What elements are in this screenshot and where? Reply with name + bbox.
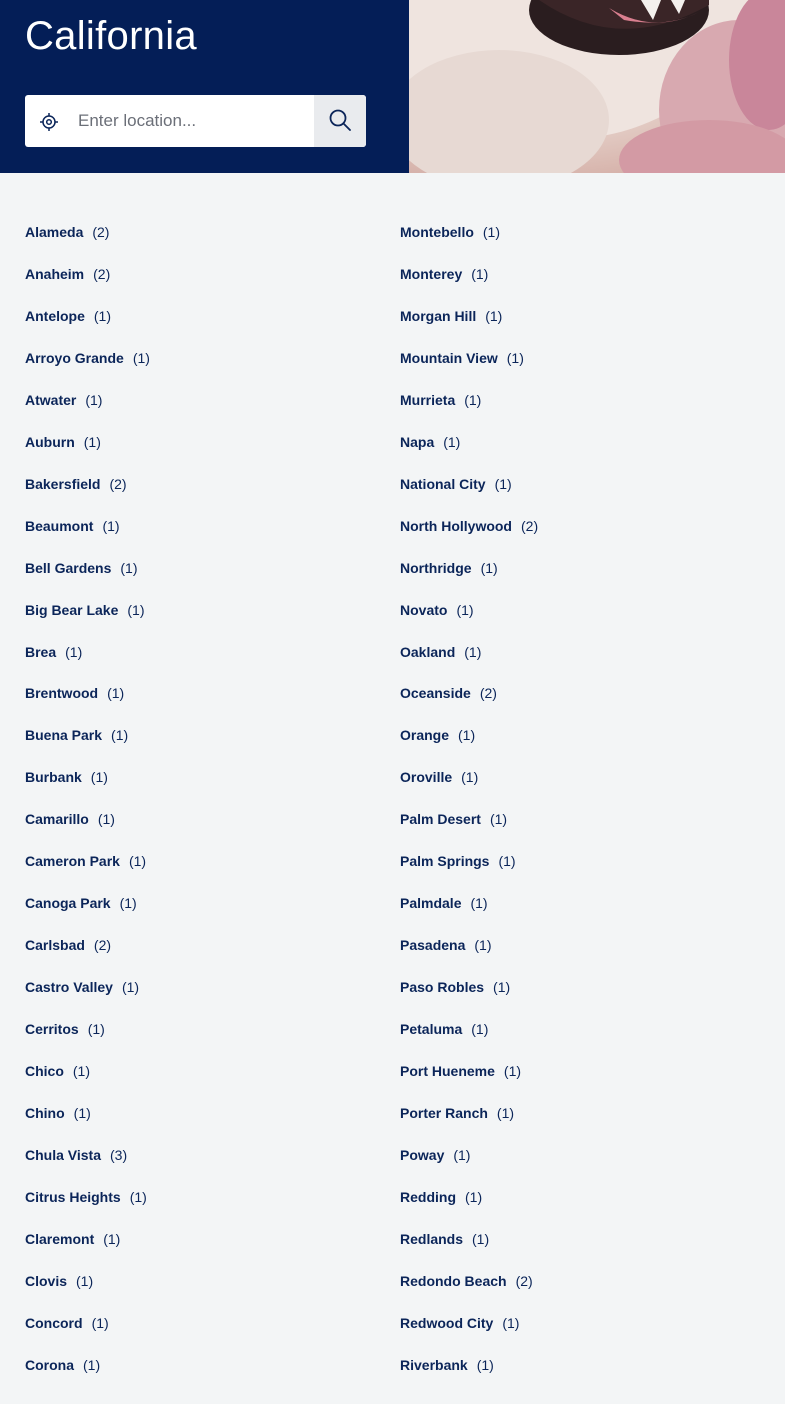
city-link[interactable]: Brentwood — [25, 685, 99, 702]
search-button[interactable] — [314, 95, 366, 147]
city-link[interactable]: Antelope — [25, 307, 85, 324]
list-item — [25, 463, 150, 505]
city-count: (1) — [72, 1063, 91, 1080]
city-link[interactable]: Murrieta — [400, 391, 456, 408]
city-link[interactable]: Arroyo Grande — [25, 349, 124, 366]
hero-photo-dog — [409, 0, 785, 173]
list-item — [400, 882, 538, 924]
city-count: (1) — [443, 433, 461, 450]
list-item — [400, 756, 538, 798]
city-link[interactable]: Paso Robles — [400, 979, 485, 996]
city-link[interactable]: Canoga Park — [25, 895, 111, 912]
city-count: (1) — [132, 349, 150, 366]
city-link[interactable]: Cerritos — [25, 1021, 79, 1038]
city-count: (1) — [474, 937, 492, 954]
city-link[interactable]: Buena Park — [25, 727, 103, 744]
city-count: (1) — [471, 265, 489, 282]
list-item — [25, 672, 150, 714]
list-item — [25, 421, 150, 463]
list-item — [400, 631, 538, 673]
city-count: (1) — [485, 307, 503, 324]
list-item — [25, 631, 150, 673]
list-item — [25, 505, 150, 547]
city-count: (2) — [479, 685, 497, 702]
city-link[interactable]: Atwater — [25, 391, 77, 408]
city-count: (1) — [76, 1272, 94, 1289]
city-link[interactable]: Oroville — [400, 769, 453, 786]
city-link[interactable]: Redlands — [400, 1230, 464, 1247]
city-link[interactable]: Brea — [25, 643, 57, 660]
city-link[interactable]: Clovis — [25, 1272, 68, 1289]
list-item — [400, 211, 538, 253]
list-item — [25, 1344, 150, 1386]
city-link[interactable]: Burbank — [25, 769, 82, 786]
city-link[interactable]: Porter Ranch — [400, 1105, 488, 1122]
city-column-left — [25, 211, 150, 1386]
city-count: (1) — [453, 1146, 471, 1163]
city-link[interactable]: Chula Vista — [25, 1146, 101, 1163]
list-item — [25, 1134, 150, 1176]
city-count: (1) — [87, 1021, 105, 1038]
city-link[interactable]: Novato — [400, 601, 448, 618]
city-count: (1) — [480, 559, 498, 576]
list-item — [25, 924, 150, 966]
city-count: (3) — [110, 1146, 128, 1163]
city-count: (1) — [461, 769, 479, 786]
list-item — [400, 1092, 538, 1134]
city-count: (1) — [458, 727, 476, 744]
city-link[interactable]: National City — [400, 475, 486, 492]
city-count: (1) — [107, 685, 125, 702]
city-count: (2) — [109, 475, 127, 492]
city-count: (1) — [482, 224, 501, 240]
list-item — [25, 547, 150, 589]
city-link[interactable]: Oakland — [400, 643, 456, 660]
city-link[interactable]: Concord — [25, 1314, 83, 1331]
list-item — [25, 1176, 150, 1218]
list-item — [400, 714, 538, 756]
city-link[interactable]: Montebello — [400, 224, 474, 240]
city-count: (1) — [494, 475, 512, 492]
city-count: (1) — [83, 433, 101, 450]
list-item — [400, 1050, 538, 1092]
hero-header — [0, 0, 785, 173]
list-item — [400, 924, 538, 966]
city-count: (1) — [121, 979, 140, 996]
list-item — [25, 1260, 150, 1302]
city-count: (1) — [503, 1063, 522, 1080]
city-count: (1) — [93, 307, 112, 324]
list-item — [25, 253, 150, 295]
city-count: (1) — [502, 1314, 520, 1331]
city-count: (1) — [103, 1230, 121, 1247]
list-item — [400, 463, 538, 505]
city-link[interactable]: Castro Valley — [25, 979, 113, 996]
city-count: (2) — [521, 517, 539, 534]
list-item — [400, 253, 538, 295]
city-count: (1) — [73, 1105, 91, 1122]
magnifier-search-icon — [328, 108, 352, 135]
city-count: (1) — [129, 1188, 147, 1205]
city-column-right — [400, 211, 538, 1386]
city-link[interactable]: Riverbank — [400, 1356, 468, 1373]
city-count: (1) — [465, 1188, 483, 1205]
city-link[interactable]: Monterey — [400, 265, 463, 282]
list-item — [400, 798, 538, 840]
list-item — [400, 1008, 538, 1050]
location-search-box — [25, 95, 366, 147]
city-count: (1) — [489, 811, 508, 828]
list-item — [25, 798, 150, 840]
list-item — [400, 1260, 538, 1302]
list-item — [400, 966, 538, 1008]
city-count: (2) — [93, 937, 112, 954]
city-link[interactable]: Beaumont — [25, 517, 94, 534]
city-count: (1) — [128, 853, 147, 870]
city-count: (1) — [97, 811, 115, 828]
city-link[interactable]: Napa — [400, 433, 435, 450]
crosshair-locate-icon[interactable] — [39, 112, 59, 132]
list-item — [400, 421, 538, 463]
city-link[interactable]: Oceanside — [400, 685, 471, 702]
city-count: (2) — [93, 265, 111, 282]
city-link[interactable]: Redding — [400, 1188, 456, 1205]
city-link[interactable]: Auburn — [25, 433, 75, 450]
city-link[interactable]: Redondo Beach — [400, 1272, 507, 1289]
city-count: (1) — [111, 727, 129, 744]
city-count: (2) — [515, 1272, 533, 1289]
city-count: (1) — [456, 601, 474, 618]
city-link[interactable]: Palmdale — [400, 895, 462, 912]
list-item — [400, 505, 538, 547]
city-count: (1) — [496, 1105, 515, 1122]
city-count: (1) — [498, 853, 516, 870]
list-item — [25, 589, 150, 631]
city-link[interactable]: Corona — [25, 1356, 74, 1373]
city-link[interactable]: Bell Gardens — [25, 559, 112, 576]
list-item — [25, 1092, 150, 1134]
city-link[interactable]: Camarillo — [25, 811, 89, 828]
list-item — [25, 882, 150, 924]
city-link[interactable]: Carlsbad — [25, 937, 85, 954]
list-item — [400, 589, 538, 631]
list-item — [400, 379, 538, 421]
hero-panel — [0, 0, 409, 173]
list-item — [25, 211, 150, 253]
list-item — [25, 379, 150, 421]
city-link[interactable]: Pasadena — [400, 937, 466, 954]
city-count: (1) — [472, 1230, 490, 1247]
list-item — [25, 1050, 150, 1092]
city-link[interactable]: Chino — [25, 1105, 65, 1122]
city-count: (2) — [92, 224, 110, 240]
city-link[interactable]: Orange — [400, 727, 450, 744]
city-count: (1) — [464, 391, 482, 408]
list-item — [400, 337, 538, 379]
list-item — [400, 1218, 538, 1260]
city-count: (1) — [470, 895, 488, 912]
city-link[interactable]: Northridge — [400, 559, 472, 576]
city-count: (1) — [120, 559, 138, 576]
location-search-input[interactable] — [77, 95, 314, 147]
city-link[interactable]: Mountain View — [400, 349, 498, 366]
city-link[interactable]: Poway — [400, 1146, 445, 1163]
city-link[interactable]: Morgan Hill — [400, 307, 477, 324]
page-title: California — [25, 14, 197, 58]
list-item — [400, 672, 538, 714]
list-item — [25, 966, 150, 1008]
list-item — [25, 756, 150, 798]
city-count: (1) — [476, 1356, 494, 1373]
city-count: (1) — [91, 1314, 109, 1331]
city-link[interactable]: Alameda — [25, 224, 84, 240]
list-item — [400, 1302, 538, 1344]
city-link[interactable]: Anaheim — [25, 265, 85, 282]
list-item — [25, 1302, 150, 1344]
city-link[interactable]: Bakersfield — [25, 475, 101, 492]
city-count: (1) — [83, 1356, 101, 1373]
city-link[interactable]: Palm Springs — [400, 853, 490, 870]
city-count: (1) — [65, 643, 83, 660]
list-item — [400, 1176, 538, 1218]
list-item — [25, 295, 150, 337]
list-item — [400, 1134, 538, 1176]
city-count: (1) — [102, 517, 120, 534]
list-item — [400, 547, 538, 589]
city-count: (1) — [90, 769, 108, 786]
city-link[interactable]: Cameron Park — [25, 853, 120, 870]
city-count: (1) — [471, 1021, 489, 1038]
city-count: (1) — [119, 895, 137, 912]
list-item — [25, 840, 150, 882]
city-count: (1) — [127, 601, 145, 618]
city-link[interactable]: Big Bear Lake — [25, 601, 119, 618]
city-link[interactable]: Palm Desert — [400, 811, 481, 828]
city-link[interactable]: Claremont — [25, 1230, 95, 1247]
list-item — [400, 840, 538, 882]
list-item — [25, 1008, 150, 1050]
city-link[interactable]: Petaluma — [400, 1021, 463, 1038]
city-link[interactable]: Port Hueneme — [400, 1063, 495, 1080]
city-count: (1) — [464, 643, 482, 660]
list-item — [400, 1344, 538, 1386]
city-link[interactable]: Citrus Heights — [25, 1188, 121, 1205]
list-item — [25, 337, 150, 379]
list-item — [25, 714, 150, 756]
city-count: (1) — [506, 349, 524, 366]
list-item — [25, 1218, 150, 1260]
city-link[interactable]: Redwood City — [400, 1314, 494, 1331]
city-count: (1) — [85, 391, 103, 408]
city-count: (1) — [493, 979, 511, 996]
list-item — [400, 295, 538, 337]
city-link[interactable]: Chico — [25, 1063, 64, 1080]
city-link[interactable]: North Hollywood — [400, 517, 512, 534]
